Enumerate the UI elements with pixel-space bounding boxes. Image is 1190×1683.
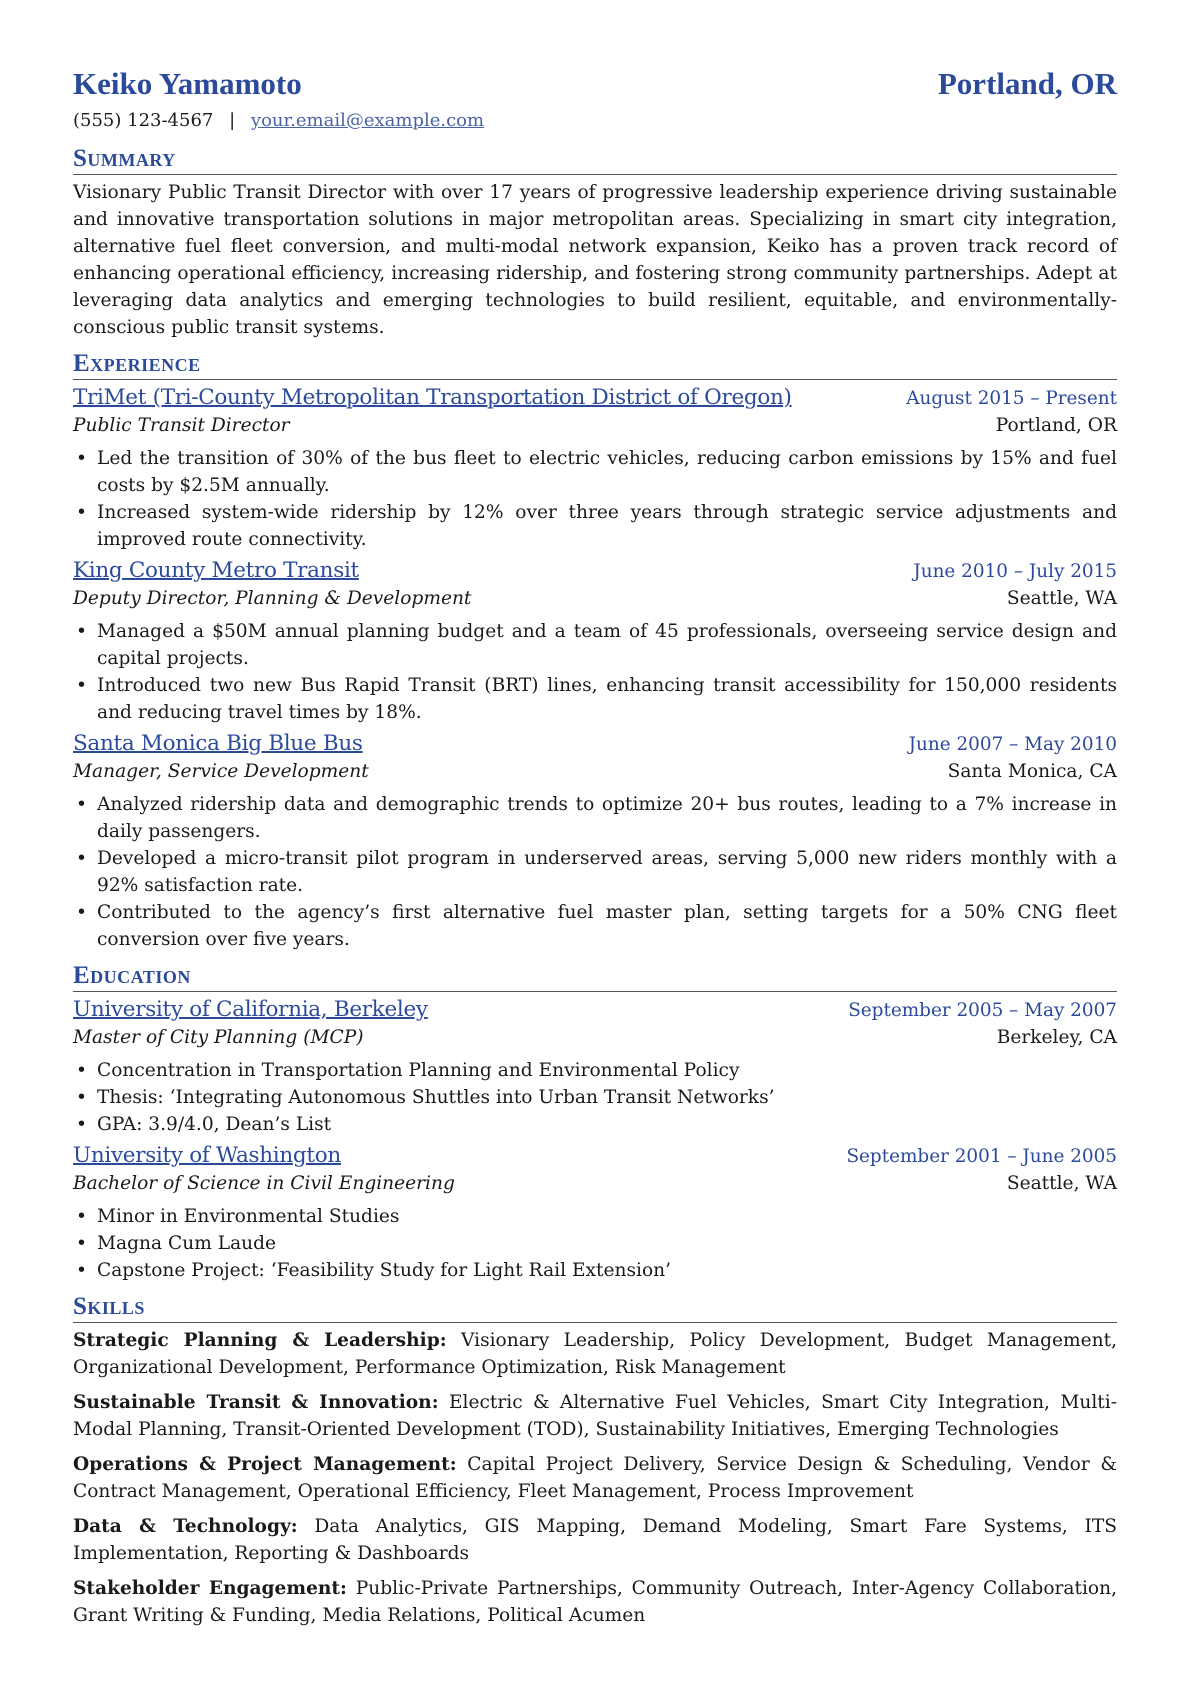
skill-group [73, 1389, 1117, 1443]
skill-group [73, 1451, 1117, 1505]
job-title: Manager, Service Development [73, 761, 369, 782]
skill-group-text: Data Analytics, GIS Mapping, Demand Modeling, Smart Fare Systems, ITS Implementation, Reporting & Dashboards [73, 1516, 1117, 1564]
candidate-name: Keiko Yamamoto [73, 66, 302, 101]
school-link[interactable]: University of Washington [73, 1143, 341, 1168]
entry-location: Berkeley, CA [996, 1027, 1117, 1048]
experience-entry [73, 729, 1117, 953]
bullet-item: • Increased system-wide ridership by 12% over three years through strategic service adjustments and improved route connectivity. [97, 499, 1117, 553]
bullet-list [73, 1203, 1117, 1284]
employer-link[interactable]: Santa Monica Big Blue Bus [73, 731, 363, 756]
bullet-list [73, 618, 1117, 726]
employer-link[interactable]: TriMet (Tri-County Metropolitan Transportation District of Oregon) [73, 385, 792, 410]
experience-heading: Experience [73, 349, 1117, 380]
skill-group-label: Data & Technology: [73, 1516, 298, 1537]
education-entry [73, 1141, 1117, 1284]
entry-location: Portland, OR [995, 415, 1117, 436]
entry-dates: September 2001 – June 2005 [846, 1146, 1117, 1167]
skill-group [73, 1575, 1117, 1629]
degree: Master of City Planning (MCP) [73, 1027, 364, 1048]
skills-heading: Skills [73, 1292, 1117, 1323]
entry-dates: September 2005 – May 2007 [848, 1000, 1117, 1021]
bullet-list [73, 791, 1117, 953]
school-link[interactable]: University of California, Berkeley [73, 997, 428, 1022]
candidate-city: Portland, OR [937, 66, 1117, 101]
bullet-list [73, 445, 1117, 553]
education-heading: Education [73, 961, 1117, 992]
contact-line [73, 106, 1117, 136]
skill-group-label: Sustainable Transit & Innovation: [73, 1392, 439, 1413]
experience-entry [73, 383, 1117, 553]
phone: (555) 123-4567 [73, 110, 214, 131]
entry-dates: August 2015 – Present [906, 388, 1117, 409]
bullet-item: • Developed a micro-transit pilot program in underserved areas, serving 5,000 new riders monthly with a 92% satisfaction rate. [97, 845, 1117, 899]
skill-group-text: Electric & Alternative Fuel Vehicles, Smart City Integration, Multi-Modal Planning, Transit-Oriented Development (TOD), Sustainability Initiatives, Emerging Technologies [73, 1392, 1117, 1440]
bullet-item: • Concentration in Transportation Planning and Environmental Policy [97, 1057, 1117, 1084]
summary-heading: Summary [73, 144, 1117, 175]
degree: Bachelor of Science in Civil Engineering [73, 1173, 455, 1194]
bullet-item: • Capstone Project: ‘Feasibility Study for Light Rail Extension’ [97, 1257, 1117, 1284]
summary-text: Visionary Public Transit Director with over 17 years of progressive leadership experience driving sustainable and innovative transportation solutions in major metropolitan areas. Specializing in smart city integration, alternative fuel fleet conversion, and multi-modal network expansion, Keiko has a proven track record of enhancing operational efficiency, increasing ridership, and fostering strong community partnerships. Adept at leveraging data analytics and emerging technologies to build resilient, equitable, and environmentally-conscious public transit systems. [73, 182, 1117, 338]
skill-group-label: Operations & Project Management: [73, 1454, 457, 1475]
bullet-item: • Analyzed ridership data and demographic trends to optimize 20+ bus routes, leading to a 7% increase in daily passengers. [97, 791, 1117, 845]
bullet-item: • Led the transition of 30% of the bus fleet to electric vehicles, reducing carbon emissions by 15% and fuel costs by $2.5M annually. [97, 445, 1117, 499]
bullet-item: • Introduced two new Bus Rapid Transit (BRT) lines, enhancing transit accessibility for 150,000 residents and reducing travel times by 18%. [97, 672, 1117, 726]
bullet-item: • Magna Cum Laude [97, 1230, 1117, 1257]
email-link[interactable]: your.email@example.com [250, 110, 485, 131]
skill-group [73, 1513, 1117, 1567]
job-title: Public Transit Director [73, 415, 290, 436]
entry-dates: June 2007 – May 2010 [908, 734, 1117, 755]
contact-separator: | [229, 110, 236, 131]
entry-location: Santa Monica, CA [947, 761, 1117, 782]
skill-group-label: Stakeholder Engagement: [73, 1578, 347, 1599]
entry-location: Seattle, WA [1006, 1173, 1117, 1194]
header [73, 62, 1117, 106]
skill-group-label: Strategic Planning & Leadership: [73, 1330, 447, 1351]
bullet-item: • Thesis: ‘Integrating Autonomous Shuttles into Urban Transit Networks’ [97, 1084, 1117, 1111]
entry-dates: June 2010 – July 2015 [913, 561, 1117, 582]
skill-group-text: Capital Project Delivery, Service Design & Scheduling, Vendor & Contract Management, Operational Efficiency, Fleet Management, Process Improvement [73, 1454, 1117, 1502]
bullet-item: • Managed a $50M annual planning budget and a team of 45 professionals, overseeing service design and capital projects. [97, 618, 1117, 672]
bullet-item: • Contributed to the agency’s first alternative fuel master plan, setting targets for a 50% CNG fleet conversion over five years. [97, 899, 1117, 953]
entry-location: Seattle, WA [1006, 588, 1117, 609]
experience-entry [73, 556, 1117, 726]
bullet-item: • GPA: 3.9/4.0, Dean’s List [97, 1111, 1117, 1138]
skill-group-text: Public-Private Partnerships, Community Outreach, Inter-Agency Collaboration, Grant Writing & Funding, Media Relations, Political Acumen [73, 1578, 1117, 1626]
skills-list [73, 1327, 1117, 1629]
bullet-list [73, 1057, 1117, 1138]
education-entry [73, 995, 1117, 1138]
employer-link[interactable]: King County Metro Transit [73, 558, 359, 583]
job-title: Deputy Director, Planning & Development [73, 588, 472, 609]
skill-group-text: Visionary Leadership, Policy Development, Budget Management, Organizational Development, Performance Optimization, Risk Management [73, 1330, 1117, 1378]
skill-group [73, 1327, 1117, 1381]
bullet-item: • Minor in Environmental Studies [97, 1203, 1117, 1230]
